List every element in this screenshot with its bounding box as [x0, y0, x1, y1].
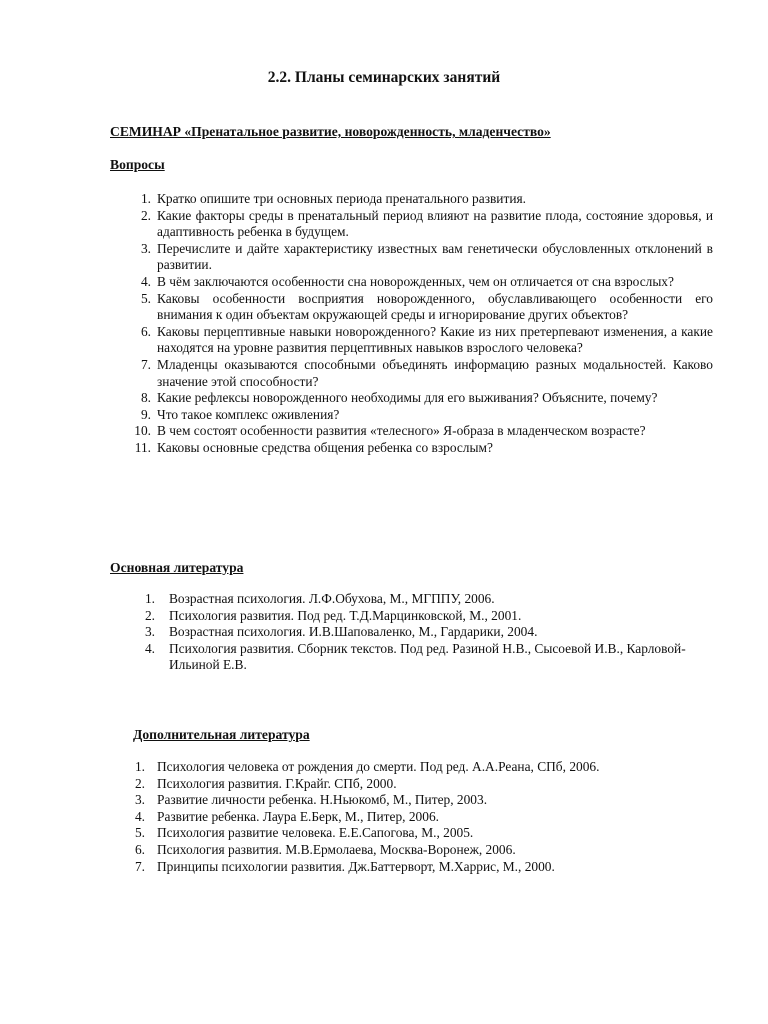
list-item-text: Психология развития. Г.Крайг. СПб, 2000. [157, 775, 397, 791]
list-item-number: 5. [140, 290, 151, 306]
list-item [131, 324, 713, 357]
page-title: 2.2. Планы семинарских занятий [267, 69, 501, 86]
list-item [131, 407, 713, 424]
list-item-number: 1. [140, 191, 151, 206]
list-item [131, 291, 713, 324]
list-item-number: 11. [134, 439, 151, 455]
list-item-number: 2. [144, 607, 155, 623]
list-item [131, 825, 711, 842]
list-item-number: 3. [140, 240, 151, 256]
list-item-text: Психология развитие человека. Е.Е.Сапогова, М., 2005. [157, 825, 474, 841]
list-item [141, 591, 701, 608]
list-item-text: Перечислите и дайте характеристику известных вам генетически обусловленных отклонений в развитии. [157, 240, 713, 273]
list-item-number: 6. [140, 323, 151, 339]
list-item-number: 10. [134, 423, 151, 439]
list-item [131, 776, 711, 793]
list-item [131, 390, 713, 407]
list-item-number: 1. [134, 759, 145, 774]
list-item [131, 241, 713, 274]
list-item [141, 641, 701, 674]
list-item-text: Какие факторы среды в пренатальный период влияют на развитие плода, состояние здоровья, и адаптивность ребенка в будущем. [157, 207, 713, 240]
extra-literature-list [131, 759, 711, 875]
list-item-text: Каковы основные средства общения ребенка со взрослым? [157, 439, 493, 455]
list-item [141, 608, 701, 625]
list-item-number: 2. [134, 775, 145, 791]
list-item [131, 208, 713, 241]
list-item-number: 7. [140, 356, 151, 372]
list-item-text: Что такое комплекс оживления? [157, 406, 340, 422]
questions-heading: Вопросы [110, 157, 165, 172]
seminar-title: СЕМИНАР «Пренатальное развитие, новорожденность, младенчество» [110, 124, 551, 139]
list-item [131, 842, 711, 859]
extra-literature-heading: Дополнительная литература [133, 727, 310, 742]
list-item-text: В чём заключаются особенности сна новорожденных, чем он отличается от сна взрослых? [157, 273, 674, 289]
list-item [131, 357, 713, 390]
list-item-text: Психология развития. М.В.Ермолаева, Москва-Воронеж, 2006. [157, 841, 516, 857]
list-item-number: 6. [134, 841, 145, 857]
list-item-text: Младенцы оказываются способными объединять информацию разных модальностей. Каково значение этой способности? [157, 356, 713, 389]
list-item [131, 759, 711, 776]
main-literature-list [141, 591, 701, 674]
list-item-number: 8. [140, 390, 151, 406]
list-item-number: 9. [140, 406, 151, 422]
list-item-text: В чем состоят особенности развития «телесного» Я-образа в младенческом возрасте? [157, 423, 646, 439]
list-item [141, 624, 701, 641]
list-item [131, 191, 713, 208]
list-item-text: Психология развития. Под ред. Т.Д.Марцинковской, М., 2001. [169, 607, 522, 623]
list-item-text: Возрастная психология. Л.Ф.Обухова, М., МГППУ, 2006. [169, 591, 495, 606]
list-item-text: Возрастная психология. И.В.Шаповаленко, М., Гардарики, 2004. [169, 624, 538, 640]
list-item-text: Развитие личности ребенка. Н.Ньюкомб, М., Питер, 2003. [157, 792, 488, 808]
list-item-number: 5. [134, 825, 145, 841]
list-item-text: Каковы особенности восприятия новорожденного, обуславливающего особенности его внимания к один объектам окружающей среды и игнорирование других объектов? [157, 290, 713, 323]
list-item-number: 4. [144, 640, 155, 656]
list-item-number: 4. [134, 808, 145, 824]
list-item-text: Каковы перцептивные навыки новорожденного? Какие из них претерпевают изменения, а какие находятся на уровне развития перцептивных навыков взрослого человека? [157, 323, 713, 356]
list-item [131, 274, 713, 291]
list-item-text: Кратко опишите три основных периода пренатального развития. [157, 191, 526, 206]
list-item-text: Развитие ребенка. Лаура Е.Берк, М., Питер, 2006. [157, 808, 439, 824]
list-item-number: 3. [134, 792, 145, 808]
list-item-text: Психология человека от рождения до смерти. Под ред. А.А.Реана, СПб, 2006. [157, 759, 600, 774]
list-item [131, 859, 711, 876]
main-literature-heading: Основная литература [110, 560, 244, 575]
list-item [131, 440, 713, 457]
list-item-number: 3. [144, 624, 155, 640]
questions-list [131, 191, 713, 457]
list-item-number: 1. [144, 591, 155, 606]
list-item-number: 2. [140, 207, 151, 223]
list-item-text: Психология развития. Сборник текстов. Под ред. Разиной Н.В., Сысоевой И.В., Карловой-Ильиной Е.В. [169, 640, 686, 673]
list-item-number: 7. [134, 858, 145, 874]
list-item [131, 809, 711, 826]
list-item [131, 423, 713, 440]
list-item-text: Принципы психологии развития. Дж.Баттерворт, М.Харрис, М., 2000. [157, 858, 555, 874]
list-item-number: 4. [140, 273, 151, 289]
list-item [131, 792, 711, 809]
list-item-text: Какие рефлексы новорожденного необходимы для его выживания? Объясните, почему? [157, 390, 658, 406]
